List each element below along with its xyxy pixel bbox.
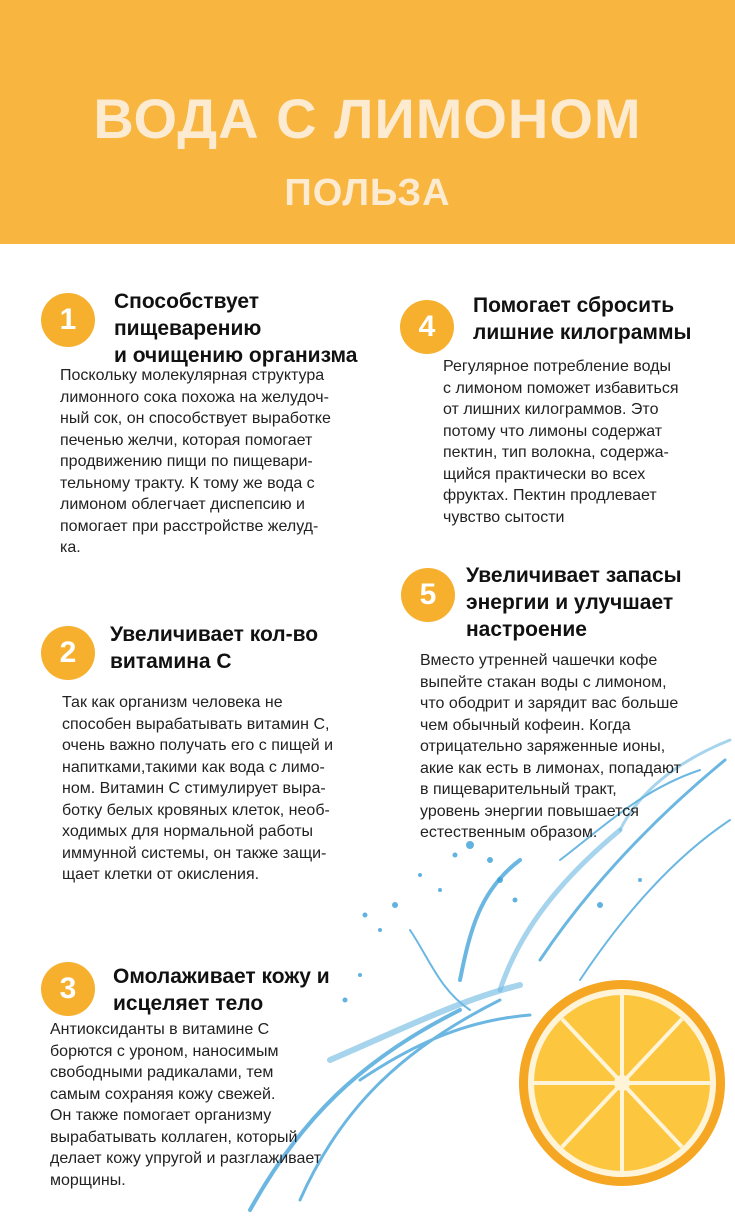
badge-3: 3 xyxy=(41,962,95,1016)
page-title: ВОДА С ЛИМОНОМ xyxy=(93,87,642,150)
item-4-heading: Помогает сбросить лишние килограммы xyxy=(473,294,692,344)
item-3-text: Антиоксиданты в витамине С борются с уроном, наносимым свободными радикалами, тем самым сохраняя кожу свежей. Он также помогает организму вырабатывать коллаген, который делает кожу упругой и разглаживает морщины. xyxy=(50,1021,322,1189)
item-3-heading: Омолаживает кожу и исцеляет тело xyxy=(113,965,330,1015)
item-4-text: Регулярное потребление воды с лимоном поможет избавиться от лишних килограммов. Это потому что лимоны содержат пектин, тип волокна, содержа- щийся практически во всех фруктах. Пектин продлевает чувство сытости xyxy=(443,358,679,526)
lemon-slice-icon xyxy=(519,980,725,1186)
item-2-heading: Увеличивает кол-во витамина С xyxy=(110,623,319,673)
badge-1: 1 xyxy=(41,293,95,347)
badge-2: 2 xyxy=(41,626,95,680)
badge-5: 5 xyxy=(401,568,455,622)
item-2-text: Так как организм человека не способен вырабатывать витамин С, очень важно получать его с пищей и напитками,такими как вода с лимо- ном. Витамин С стимулирует выра- ботку белых кровяных клеток, необ- ходимых для нормальной работы иммунной системы, он также защи- щает клетки от окисления. xyxy=(62,694,334,883)
page-subtitle: ПОЛЬЗА xyxy=(284,172,451,214)
item-5-heading: Увеличивает запасы энергии и улучшает настроение xyxy=(466,564,682,641)
item-1-heading: Способствует пищеварению и очищению организма xyxy=(114,290,358,367)
item-1-text: Поскольку молекулярная структура лимонного сока похожа на желудоч- ный сок, он способствует выработке печенью желчи, которая помогает продвижению пищи по пищевари- тельному тракту. К тому же вода с лимоном облегчает диспепсию и помогает при расстройстве желуд- ка. xyxy=(60,367,331,556)
header-banner xyxy=(0,0,735,244)
item-5-text: Вместо утренней чашечки кофе выпейте стакан воды с лимоном, что ободрит и зарядит вас больше чем обычный кофеин. Когда отрицательно заряженные ионы, акие как есть в лимонах, попадают в пищеварительный тракт, уровень энергии повышается естественным образом. xyxy=(420,652,681,841)
badge-4: 4 xyxy=(400,300,454,354)
